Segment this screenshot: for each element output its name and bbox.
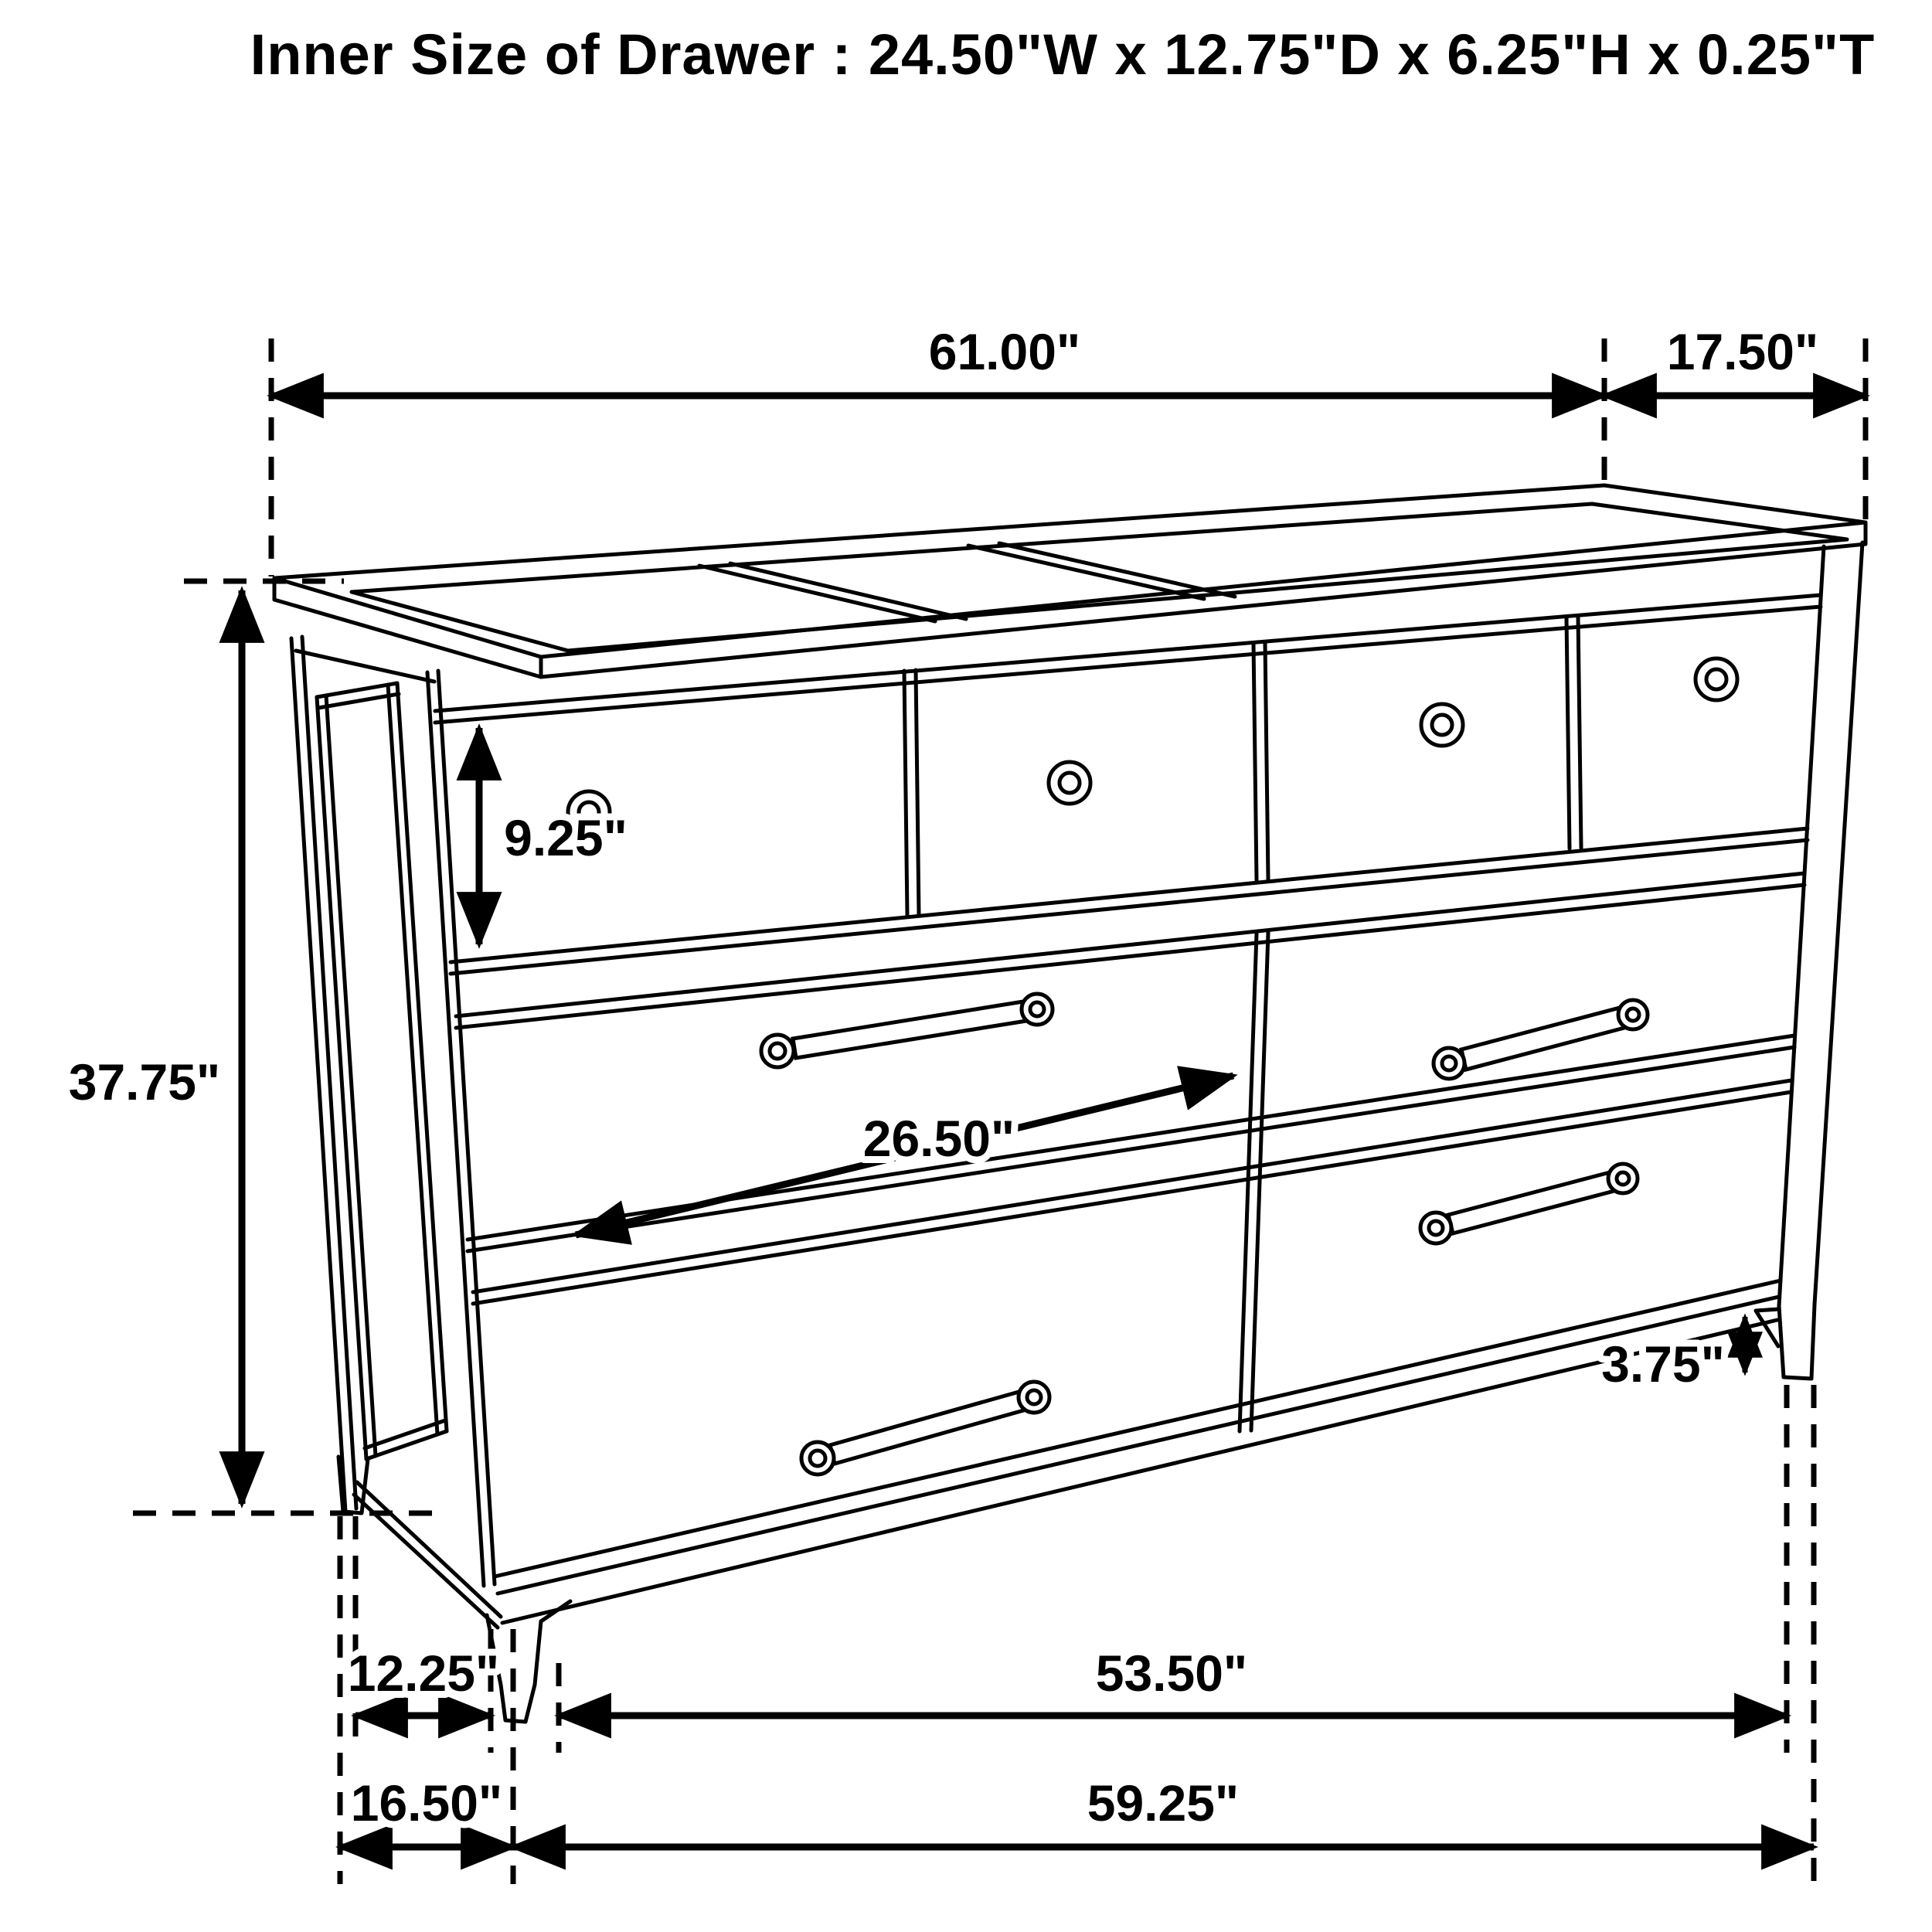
- top-slab: [274, 485, 1866, 677]
- dim-label-base-depth: 16.50": [350, 1774, 503, 1832]
- page-title: Inner Size of Drawer : 24.50"W x 12.75"D x 6.25"H x 0.25"T: [250, 22, 1876, 87]
- dim-label-base-width: 59.25": [1087, 1774, 1240, 1832]
- dim-label-floor-clearance: 3.75": [1601, 1335, 1725, 1393]
- drawer-knob: [1696, 658, 1737, 700]
- dim-leg-inset-depth: [348, 1645, 499, 1716]
- dim-label-overall-height: 37.75": [68, 1053, 221, 1111]
- dresser-body: [274, 485, 1866, 1722]
- dim-overall-height: [69, 590, 242, 1504]
- drawer-handle: [801, 1382, 1049, 1475]
- dim-label-top-depth: 17.50": [1666, 323, 1819, 380]
- dim-overall-width: [271, 323, 1604, 396]
- drawer-knob: [1049, 762, 1090, 804]
- dim-drawer-width: [576, 1076, 1233, 1235]
- left-side-panel: [291, 637, 501, 1628]
- dim-top-depth: [1604, 323, 1866, 396]
- dim-label-drawer-width: 26.50": [862, 1110, 1015, 1167]
- dim-base-width: [513, 1774, 1814, 1847]
- dim-label-overall-width: 61.00": [928, 323, 1081, 380]
- dimension-annotations: [69, 323, 1866, 1884]
- drawer-knob: [1421, 704, 1463, 746]
- front-face-rails: [435, 595, 1821, 1623]
- dim-front-leg-span: [559, 1645, 1787, 1716]
- dim-label-leg-inset-depth: 12.25": [347, 1645, 500, 1702]
- dim-floor-clearance: [1601, 1317, 1745, 1393]
- dim-label-front-leg-span: 53.50": [1095, 1645, 1248, 1702]
- drawer-handle: [1420, 1164, 1638, 1243]
- front-right-leg: [1779, 1304, 1815, 1379]
- right-front-stile: [1779, 543, 1862, 1306]
- dim-base-depth: [340, 1774, 513, 1847]
- drawer-handle: [761, 994, 1053, 1067]
- dim-label-top-drawer-height: 9.25": [504, 809, 628, 866]
- dim-top-drawer-height: [479, 728, 628, 944]
- drawer-handle: [1434, 1000, 1648, 1079]
- legs: [338, 1304, 1815, 1722]
